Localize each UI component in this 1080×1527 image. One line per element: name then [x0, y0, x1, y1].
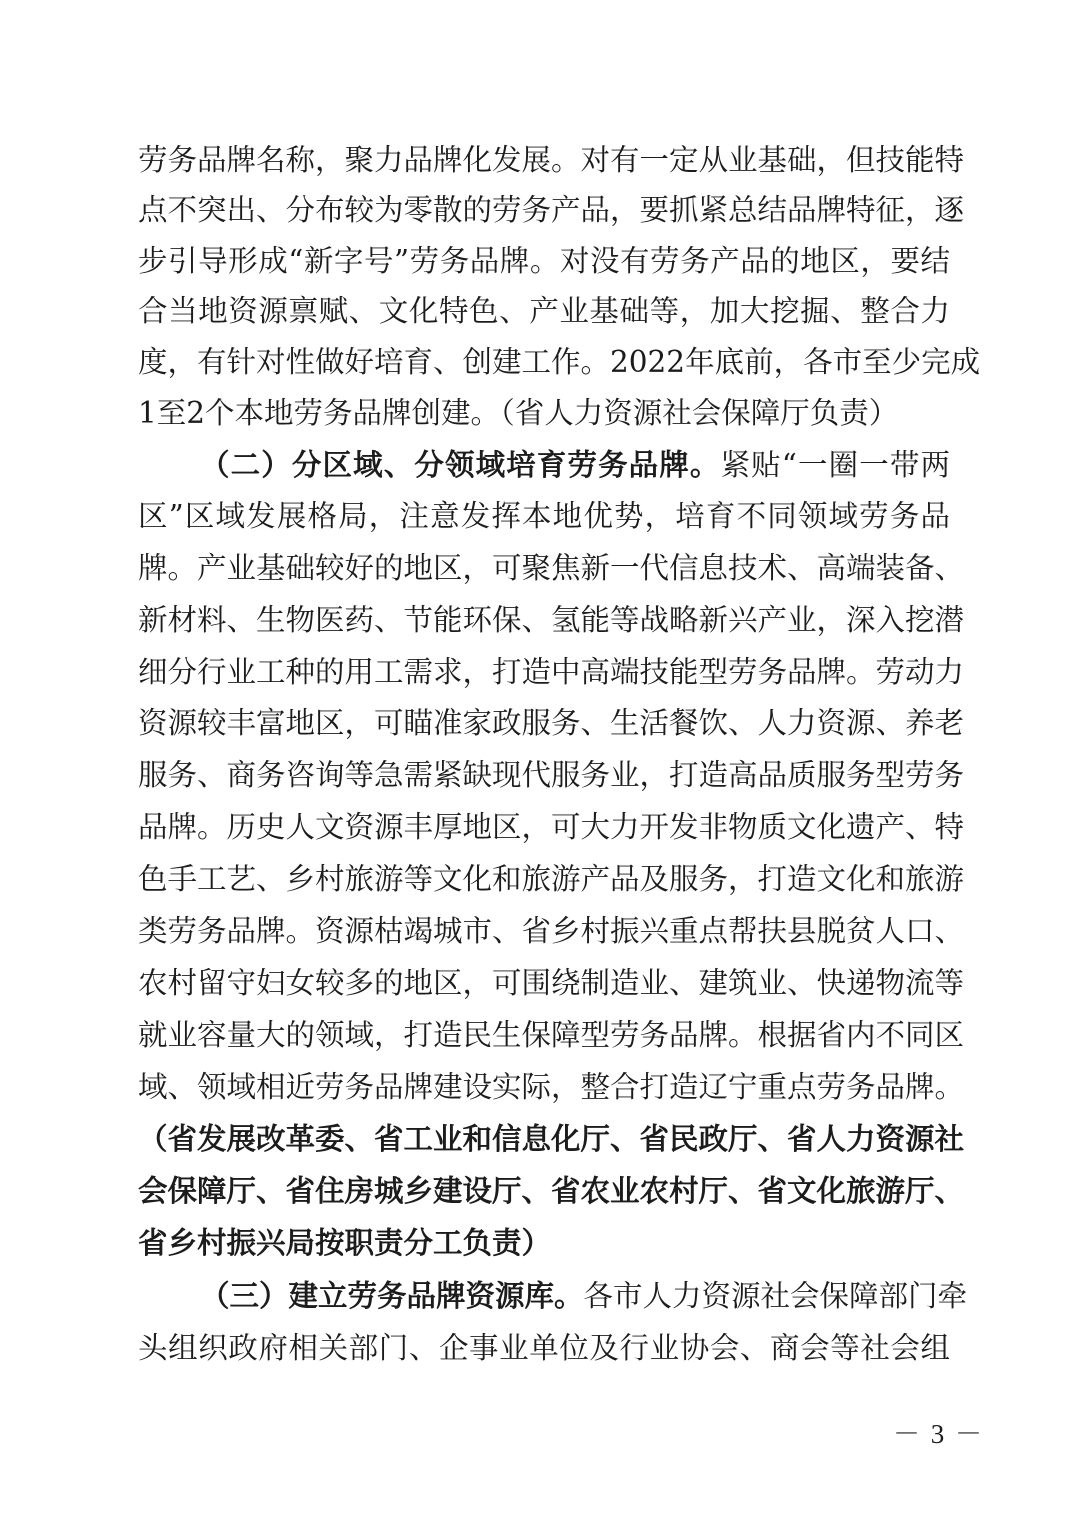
text-line: （省发展改革委、省工业和信息化厅、省民政厅、省人力资源社: [138, 1122, 965, 1156]
text-line: 类劳务品牌。资源枯竭城市、省乡村振兴重点帮扶县脱贫人口、: [138, 914, 965, 948]
text-line: 步引导形成“新字号”劳务品牌。对没有劳务产品的地区，要结: [138, 244, 950, 278]
text-line: 点不突出、分布较为零散的劳务产品，要抓紧总结品牌特征，逐: [138, 193, 965, 227]
text-span: 紧贴“一圈一带两: [720, 448, 950, 482]
text-line: 就业容量大的领域，打造民生保障型劳务品牌。根据省内不同区: [138, 1018, 965, 1052]
text-line: 品牌。历史人文资源丰厚地区，可大力开发非物质文化遗产、特: [138, 810, 965, 844]
text-line: 区”区域发展格局，注意发挥本地优势，培育不同领域劳务品: [138, 499, 950, 533]
page-number: － 3 －: [893, 1419, 984, 1449]
text-line: 合当地资源禀赋、文化特色、产业基础等，加大挖掘、整合力: [138, 294, 950, 328]
section-heading: （三）建立劳务品牌资源库。: [200, 1279, 584, 1313]
text-line: 农村留守妇女较多的地区，可围绕制造业、建筑业、快递物流等: [138, 966, 965, 1000]
text-line: 1至2个本地劳务品牌创建。（省人力资源社会保障厅负责）: [138, 396, 899, 430]
text-line: 资源较丰富地区，可瞄准家政服务、生活餐饮、人力资源、养老: [138, 706, 965, 740]
section-heading: （二）分区域、分领域培育劳务品牌。: [200, 448, 721, 482]
text-line: 劳务品牌名称，聚力品牌化发展。对有一定从业基础，但技能特: [138, 143, 965, 177]
text-line: 细分行业工种的用工需求，打造中高端技能型劳务品牌。劳动力: [138, 655, 965, 689]
text-line: 域、领域相近劳务品牌建设实际，整合打造辽宁重点劳务品牌。: [138, 1070, 965, 1104]
text-span: 各市人力资源社会保障部门牵: [583, 1279, 968, 1313]
text-line: 牌。产业基础较好的地区，可聚焦新一代信息技术、高端装备、: [138, 551, 965, 585]
text-line: 会保障厅、省住房城乡建设厅、省农业农村厅、省文化旅游厅、: [138, 1174, 965, 1208]
text-line: 省乡村振兴局按职责分工负责）: [138, 1226, 552, 1260]
text-line: 新材料、生物医药、节能环保、氢能等战略新兴产业，深入挖潜: [138, 603, 965, 637]
text-line: 头组织政府相关部门、企事业单位及行业协会、商会等社会组: [138, 1331, 950, 1365]
paragraph-first-line: [200, 1276, 968, 1316]
paragraph-first-line: [200, 445, 950, 485]
text-line: 色手工艺、乡村旅游等文化和旅游产品及服务，打造文化和旅游: [138, 862, 965, 896]
text-line: 度，有针对性做好培育、创建工作。2022年底前，各市至少完成: [138, 345, 981, 379]
text-line: 服务、商务咨询等急需紧缺现代服务业，打造高品质服务型劳务: [138, 758, 965, 792]
